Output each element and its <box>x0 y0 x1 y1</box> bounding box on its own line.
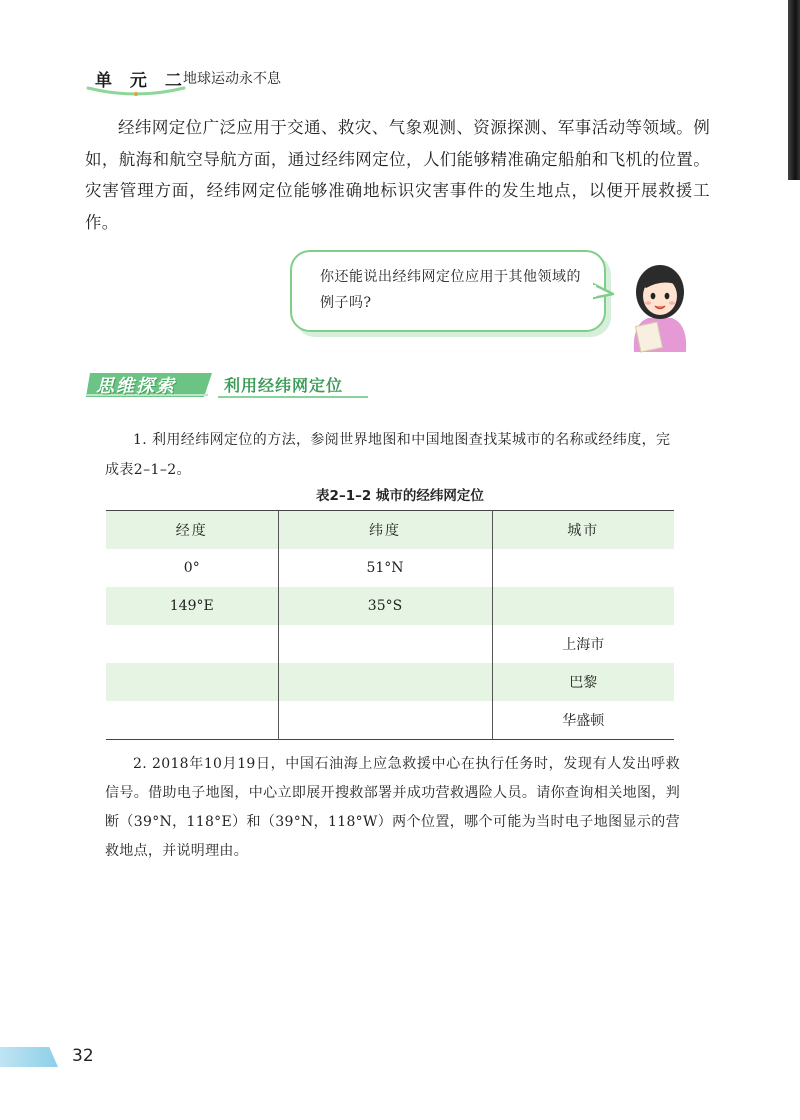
unit-title: 地球运动永不息 <box>183 71 281 87</box>
table-cell-longitude: 0° <box>183 560 200 576</box>
speech-bubble-text: 你还能说出经纬网定位应用于其他领域的例子吗? <box>320 269 581 311</box>
table-caption: 表2–1–2 城市的经纬网定位 <box>316 488 484 504</box>
unit-tag: 单 元 二 <box>95 71 188 91</box>
section-title: 利用经纬网定位 <box>224 376 344 395</box>
table-cell-longitude: 149°E <box>169 598 214 614</box>
table-cell-city: 上海市 <box>492 625 674 663</box>
table-cell-longitude <box>106 663 278 701</box>
table-row <box>106 625 674 663</box>
city-coordinates-table <box>106 510 674 740</box>
column-header-longitude: 经度 <box>175 523 208 539</box>
girl-illustration <box>624 258 696 354</box>
table-row <box>106 663 674 701</box>
question-2-text: 2. 2018年10月19日，中国石油海上应急救援中心在执行任务时，发现有人发出呼救信号。借助电子地图，中心立即展开搜救部署并成功营救遇险人员。请你查询相关地图，判断（39°N，118°E）和（39°N，118°W）两个位置，哪个可能为当时电子地图显示的营救地点，并说明理由。 <box>105 756 680 859</box>
table-row <box>106 587 674 625</box>
table-cell-latitude <box>278 701 492 740</box>
unit-swoosh-decoration <box>86 84 186 98</box>
table-cell-city: 巴黎 <box>492 663 674 701</box>
table-cell-latitude <box>278 663 492 701</box>
table-cell-latitude: 51°N <box>278 549 492 587</box>
table-cell-longitude <box>106 625 278 663</box>
page-edge-strip <box>788 0 800 180</box>
column-header-latitude: 纬度 <box>278 511 492 550</box>
column-header-city: 城市 <box>492 511 674 550</box>
question-1-text: 1. 利用经纬网定位的方法，参阅世界地图和中国地图查找某城市的名称或经纬度，完成表2–1–2。 <box>105 432 671 478</box>
table-cell-latitude <box>278 625 492 663</box>
speech-bubble-tail <box>593 280 615 302</box>
page-number: 32 <box>72 1046 94 1066</box>
table-cell-latitude: 35°S <box>278 587 492 625</box>
table-cell-city <box>492 587 674 625</box>
section-title-underline <box>218 396 368 398</box>
page-number-band <box>0 1047 58 1067</box>
table-header-row <box>106 511 674 550</box>
table-cell-city <box>492 549 674 587</box>
table-row <box>106 549 674 587</box>
intro-paragraph: 经纬网定位广泛应用于交通、救灾、气象观测、资源探测、军事活动等领域。例如，航海和航空导航方面，通过经纬网定位，人们能够精准确定船舶和飞机的位置。灾害管理方面，经纬网定位能够准确地标识灾害事件的发生地点，以便开展救援工作。 <box>85 118 710 232</box>
table-row <box>106 701 674 740</box>
table-cell-longitude <box>106 701 278 740</box>
table-cell-city: 华盛顿 <box>492 701 674 740</box>
section-tag: 思维探索 <box>96 376 176 397</box>
